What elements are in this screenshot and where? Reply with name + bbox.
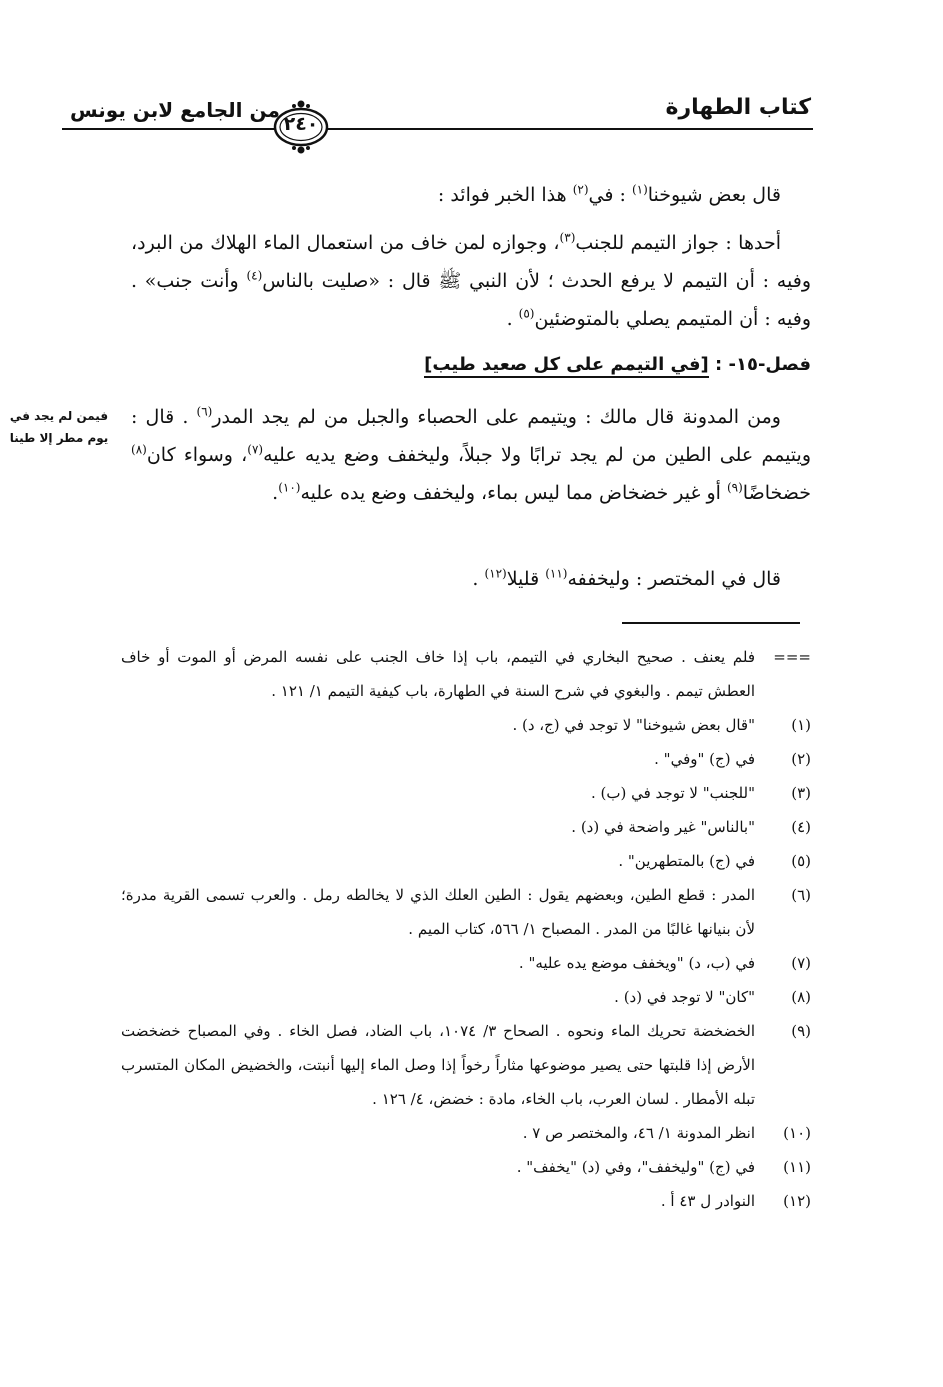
footnote-number: (٨) — [791, 988, 811, 1006]
text-run: قليلا — [506, 568, 546, 590]
text-run: أو غير خضخاض مما ليس بماء، وليخفف وضع يده عليه — [300, 482, 727, 504]
footnote-text: في (ج) "وفي" . — [654, 750, 755, 768]
body-paragraph-2 — [131, 224, 811, 338]
footnote-text: "قال بعض شيوخنا" لا توجد في (ج، د) . — [512, 716, 755, 734]
footnote-text: "بالناس" غير واضحة في (د) . — [571, 818, 755, 836]
footnote-8 — [121, 980, 811, 1014]
footnote-number: (٦) — [791, 886, 811, 904]
footnote-4 — [121, 810, 811, 844]
text-run: أحدها : جواز التيمم للجنب — [575, 232, 781, 254]
running-header-title: من الجامع لابن يونس — [70, 98, 280, 122]
footnote-12 — [121, 1184, 811, 1218]
footnote-5 — [121, 844, 811, 878]
footnote-ref: (١٢) — [484, 566, 507, 581]
footnote-number: (٢) — [791, 750, 811, 768]
body-paragraph-4 — [131, 560, 811, 598]
text-run: . — [272, 482, 279, 504]
footnote-number: (١١) — [783, 1158, 811, 1176]
footnote-text: الخضخضة تحريك الماء ونحوه . الصحاح ٣/ ١٠٧٤، باب الضاد، فصل الخاء . وفي المصباح خضخضت الأرض إذا قلبتها حتى يصير موضوعها مثاراً رخواً إذا وصل الماء إليها أنبتت، والخضيض المكان المتسرب تبله الأمطار . لسان العرب، باب الخاء، مادة : خضض، ٤/ ١٢٦ . — [121, 1022, 755, 1108]
footnote-text: فلم يعنف . صحيح البخاري في التيمم، باب إذا خاف الجنب على نفسه المرض أو الموت أو خاف العطش تيمم . والبغوي في شرح السنة في الطهارة، باب كيفية التيمم ١/ ١٢١ . — [121, 648, 755, 700]
section-heading-label: فصل-١٥- : — [715, 354, 811, 375]
footnote-number: (١٢) — [783, 1192, 811, 1210]
footnote-text: النوادر ل ٤٣ أ . — [660, 1192, 755, 1210]
footnote-ref: (١٠) — [278, 480, 301, 495]
footnote-continuation — [121, 640, 811, 708]
header-rule — [62, 128, 813, 130]
text-run: ، وجوازه لمن خاف من استعمال الماء الهلاك من البرد، وفيه : أن التيمم لا يرفع الحدث ؛ لأن النبي ﷺ قال : «صليت بالناس — [131, 232, 811, 292]
footnote-text: في (ج) بالمتطهرين" . — [618, 852, 755, 870]
footnote-separator — [622, 622, 800, 624]
footnote-6 — [121, 878, 811, 946]
footnote-ref: (٤) — [246, 268, 263, 283]
section-heading — [424, 354, 811, 375]
footnote-1 — [121, 708, 811, 742]
body-paragraph-3 — [131, 398, 811, 512]
footnote-number: === — [773, 648, 811, 666]
footnote-ref: (٦) — [196, 404, 213, 419]
footnote-number: (٩) — [791, 1022, 811, 1040]
footnote-number: (٤) — [791, 818, 811, 836]
footnote-7 — [121, 946, 811, 980]
footnote-3 — [121, 776, 811, 810]
section-heading-title: [في التيمم على كل صعيد طيب] — [424, 354, 709, 378]
footnote-ref: (٧) — [247, 442, 264, 457]
footnote-11 — [121, 1150, 811, 1184]
footnote-number: (٧) — [791, 954, 811, 972]
footnote-ref: (٩) — [726, 480, 743, 495]
text-run: . — [472, 568, 485, 590]
footnote-ref: (١) — [631, 182, 648, 197]
page-number: ٢٤٠ — [283, 113, 319, 135]
text-run: : في — [588, 184, 632, 206]
body-paragraph-1 — [131, 176, 811, 214]
footnote-number: (١٠) — [783, 1124, 811, 1142]
footnote-text: المدر : قطع الطين، وبعضهم يقول : الطين العلك الذي لا يخالطه رمل . والعرب تسمى القرية مدرة؛ لأن بنيانها غالبًا من المدر . المصباح ١/ ٥٦٦، كتاب الميم . — [121, 886, 755, 938]
footnote-text: انظر المدونة ١/ ٤٦، والمختصر ص ٧ . — [522, 1124, 755, 1142]
text-run: . قال : ويتيمم على الطين من لم يجد ترابًا ولا جبلاً، وليخفف وضع يديه عليه — [131, 406, 812, 466]
footnotes — [121, 640, 811, 1218]
footnote-text: في (ب، د) "ويخفف موضع يده عليه" . — [518, 954, 755, 972]
footnote-ref: (٣) — [559, 230, 576, 245]
footnote-10 — [121, 1116, 811, 1150]
footnote-ref: (١١) — [545, 566, 568, 581]
text-run: ومن المدونة قال مالك : ويتيمم على الحصباء والجبل من لم يجد المدر — [212, 406, 781, 428]
text-run: ، وسواء كان — [146, 444, 248, 466]
footnote-text: "كان" لا توجد في (د) . — [614, 988, 755, 1006]
margin-note: فيمن لم يجد في يوم مطر إلا طينا — [9, 409, 109, 445]
text-run: وأنت جنب» . وفيه : أن المتيمم يصلي بالمتوضئين — [131, 270, 811, 330]
footnote-number: (٣) — [791, 784, 811, 802]
footnote-ref: (٨) — [131, 442, 147, 457]
text-run: . — [506, 308, 519, 330]
text-run: قال بعض شيوخنا — [647, 184, 781, 206]
footnote-ref: (٢) — [572, 182, 589, 197]
text-run: خضخاضًا — [742, 482, 811, 504]
footnote-ref: (٥) — [518, 306, 535, 321]
footnote-text: "للجنب" لا توجد في (ب) . — [590, 784, 755, 802]
text-run: هذا الخبر فوائد : — [437, 184, 573, 206]
footnote-9 — [121, 1014, 811, 1116]
text-run: قال في المختصر : وليخففه — [567, 568, 781, 590]
footnote-2 — [121, 742, 811, 776]
footnote-text: في (ج) "وليخفف"، وفي (د) "يخفف" . — [516, 1158, 755, 1176]
footnote-number: (٥) — [791, 852, 811, 870]
running-header-section: كتاب الطهارة — [665, 95, 811, 120]
footnote-number: (١) — [791, 716, 811, 734]
